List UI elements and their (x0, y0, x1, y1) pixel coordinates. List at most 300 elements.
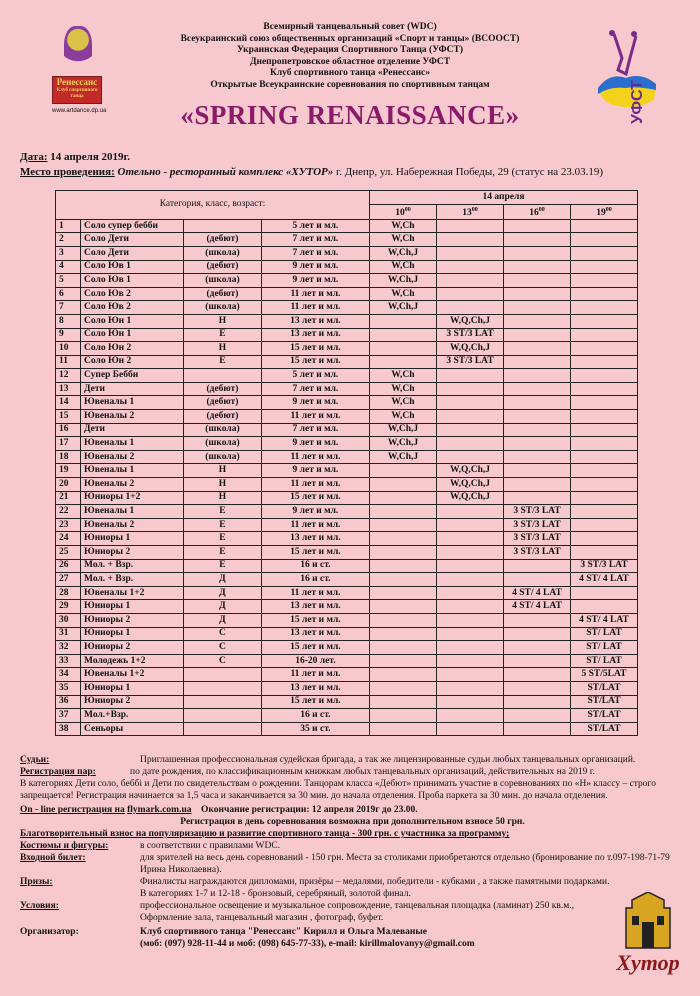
category-name: Юниоры 1 (81, 532, 184, 546)
category-name: Соло Юв 1 (81, 260, 184, 274)
slot-13 (437, 287, 504, 301)
org-line-regional: Днепропетровское областное отделение УФСТ (249, 56, 451, 67)
svg-text:Хутор: Хутор (616, 950, 680, 975)
same-day-registration: Регистрация в день соревнования возможна при дополнительном взносе 50 грн. (180, 817, 525, 827)
age: 16 и ст. (261, 709, 369, 723)
row-number: 28 (56, 586, 81, 600)
category-header: Категория, класс, возраст: (56, 191, 370, 220)
slot-13: 3 ST/3 LAT (437, 355, 504, 369)
slot-16 (504, 668, 571, 682)
category-name: Ювеналы 2 (81, 478, 184, 492)
table-row (56, 369, 638, 383)
table-row (56, 314, 638, 328)
slot-16: 3 ST/3 LAT (504, 505, 571, 519)
age: 7 лет и мл. (261, 233, 369, 247)
class: Д (184, 613, 262, 627)
class: (школа) (184, 450, 262, 464)
slot-19 (571, 396, 638, 410)
slot-10 (370, 681, 437, 695)
age: 5 лет и мл. (261, 219, 369, 233)
club-logo-text: Ренессанс (56, 77, 98, 87)
flymark-link[interactable]: flymark.com.ua (127, 805, 192, 815)
slot-10 (370, 355, 437, 369)
slot-16: 3 ST/3 LAT (504, 518, 571, 532)
table-row (56, 491, 638, 505)
slot-19: ST/LAT (571, 681, 638, 695)
slot-10 (370, 627, 437, 641)
time-header-10: $10^{00}$ (370, 204, 437, 219)
slot-10 (370, 668, 437, 682)
age: 7 лет и мл. (261, 423, 369, 437)
category-name: Юниоры 1 (81, 600, 184, 614)
slot-13 (437, 613, 504, 627)
slot-13: W,Q,Ch,J (437, 478, 504, 492)
slot-19 (571, 586, 638, 600)
slot-19 (571, 219, 638, 233)
slot-19: ST/ LAT (571, 654, 638, 668)
row-number: 16 (56, 423, 81, 437)
row-number: 7 (56, 301, 81, 315)
slot-13 (437, 709, 504, 723)
table-row (56, 695, 638, 709)
registration-row (20, 766, 685, 778)
conditions-text: профессиональное освещение и музыкальное сопровождение, танцевальная площадка (ламинат) 250 кв.м., Оформление зала, танцевальный магазин , фотограф, буфет. (140, 901, 575, 923)
class: (дебют) (184, 287, 262, 301)
category-name: Юниоры 2 (81, 546, 184, 560)
row-number: 20 (56, 478, 81, 492)
class: Н (184, 314, 262, 328)
slot-10: W,Ch (370, 410, 437, 424)
category-name: Юниоры 2 (81, 613, 184, 627)
slot-16 (504, 301, 571, 315)
row-number: 9 (56, 328, 81, 342)
class (184, 668, 262, 682)
slot-10 (370, 328, 437, 342)
category-name: Соло супер бебби (81, 219, 184, 233)
age: 9 лет и мл. (261, 274, 369, 288)
judges-label: Судьи: (20, 755, 50, 765)
slot-19: ST/LAT (571, 709, 638, 723)
org-line-vsoost: Всеукраинский союз общественных организаций «Спорт и танцы» (ВСООСТ) (180, 33, 520, 44)
category-name: Ювеналы 2 (81, 410, 184, 424)
table-row (56, 219, 638, 233)
class: Н (184, 478, 262, 492)
class: (школа) (184, 246, 262, 260)
class: Н (184, 464, 262, 478)
hutor-logo-graphic (610, 892, 686, 980)
slot-19 (571, 491, 638, 505)
age: 11 лет и мл. (261, 478, 369, 492)
place-label: Место проведения: (20, 166, 115, 178)
age: 13 лет и мл. (261, 532, 369, 546)
table-row (56, 600, 638, 614)
table-row (56, 532, 638, 546)
organizer-text-block (140, 926, 685, 950)
category-name: Ювеналы 1 (81, 437, 184, 451)
slot-19: 4 ST/ 4 LAT (571, 613, 638, 627)
age: 9 лет и мл. (261, 505, 369, 519)
row-number: 26 (56, 559, 81, 573)
slot-10: W,Ch,J (370, 423, 437, 437)
slot-13 (437, 410, 504, 424)
row-number: 31 (56, 627, 81, 641)
class: Н (184, 342, 262, 356)
table-row (56, 627, 638, 641)
category-name: Ювеналы 1+2 (81, 668, 184, 682)
class: (дебют) (184, 260, 262, 274)
category-name: Юниоры 1+2 (81, 491, 184, 505)
row-number: 17 (56, 437, 81, 451)
table-row (56, 654, 638, 668)
slot-19 (571, 410, 638, 424)
slot-16 (504, 410, 571, 424)
slot-19 (571, 464, 638, 478)
slot-13 (437, 382, 504, 396)
class: Е (184, 546, 262, 560)
class: (дебют) (184, 410, 262, 424)
age: 11 лет и мл. (261, 301, 369, 315)
class: Д (184, 573, 262, 587)
category-name: Ювеналы 1 (81, 396, 184, 410)
slot-10: W,Ch (370, 369, 437, 383)
row-number: 22 (56, 505, 81, 519)
time-header-13: $13^{00}$ (437, 204, 504, 219)
slot-16 (504, 423, 571, 437)
category-name: Юниоры 1 (81, 681, 184, 695)
letterhead (0, 0, 700, 140)
prizes-text: Финалисты награждаются дипломами, призёры – медалями, победители - кубками , а также памятными подарками. В категориях 1-7 и 12-18 - бронзовый, серебряный, золотой финал. (140, 877, 610, 899)
table-row (56, 450, 638, 464)
slot-13 (437, 260, 504, 274)
row-number: 2 (56, 233, 81, 247)
class: (школа) (184, 274, 262, 288)
category-name: Соло Юн 2 (81, 355, 184, 369)
category-name: Ювеналы 1 (81, 505, 184, 519)
slot-10: W,Ch (370, 287, 437, 301)
age: 15 лет и мл. (261, 546, 369, 560)
slot-19 (571, 518, 638, 532)
slot-13 (437, 450, 504, 464)
registration-label: Регистрация пар: (20, 767, 96, 777)
category-name: Соло Юн 2 (81, 342, 184, 356)
slot-13 (437, 423, 504, 437)
class: (дебют) (184, 396, 262, 410)
slot-10: W,Ch,J (370, 450, 437, 464)
slot-10 (370, 478, 437, 492)
ufst-logo-graphic (596, 28, 658, 128)
category-name: Ювеналы 2 (81, 518, 184, 532)
table-row (56, 586, 638, 600)
slot-13 (437, 668, 504, 682)
ufst-logo (596, 28, 658, 128)
slot-16 (504, 695, 571, 709)
slot-13 (437, 437, 504, 451)
table-row (56, 233, 638, 247)
row-number: 19 (56, 464, 81, 478)
club-url[interactable]: www.artdance.dp.ua (52, 108, 107, 114)
slot-13 (437, 274, 504, 288)
schedule-table (55, 190, 638, 736)
slot-10: W,Ch (370, 396, 437, 410)
slot-16 (504, 722, 571, 736)
age: 16-20 лет. (261, 654, 369, 668)
time-header-19: $19^{00}$ (571, 204, 638, 219)
slot-19 (571, 328, 638, 342)
row-number: 3 (56, 246, 81, 260)
slot-13 (437, 641, 504, 655)
age: 13 лет и мл. (261, 314, 369, 328)
age: 11 лет и мл. (261, 450, 369, 464)
slot-16 (504, 355, 571, 369)
age: 7 лет и мл. (261, 246, 369, 260)
slot-16: 4 ST/ 4 LAT (504, 586, 571, 600)
online-registration-row (20, 804, 685, 816)
row-number: 12 (56, 369, 81, 383)
slot-13 (437, 369, 504, 383)
row-number: 18 (56, 450, 81, 464)
slot-19 (571, 505, 638, 519)
slot-16 (504, 328, 571, 342)
slot-10 (370, 586, 437, 600)
slot-16 (504, 681, 571, 695)
slot-19 (571, 600, 638, 614)
category-name: Дети (81, 423, 184, 437)
table-row (56, 274, 638, 288)
slot-10 (370, 600, 437, 614)
slot-10 (370, 342, 437, 356)
category-name: Соло Дети (81, 246, 184, 260)
slot-10: W,Ch (370, 233, 437, 247)
age: 11 лет и мл. (261, 668, 369, 682)
slot-13 (437, 246, 504, 260)
ticket-row (20, 852, 685, 876)
slot-13 (437, 396, 504, 410)
slot-16 (504, 396, 571, 410)
conditions-block (20, 754, 685, 950)
slot-19 (571, 314, 638, 328)
row-number: 13 (56, 382, 81, 396)
category-name: Юниоры 2 (81, 695, 184, 709)
row-number: 27 (56, 573, 81, 587)
slot-16 (504, 573, 571, 587)
slot-13 (437, 301, 504, 315)
table-row (56, 559, 638, 573)
slot-16: 4 ST/ 4 LAT (504, 600, 571, 614)
age: 15 лет и мл. (261, 641, 369, 655)
slot-13 (437, 233, 504, 247)
slot-16: 3 ST/3 LAT (504, 546, 571, 560)
table-row (56, 478, 638, 492)
row-number: 30 (56, 613, 81, 627)
slot-16 (504, 437, 571, 451)
class: Д (184, 600, 262, 614)
slot-16 (504, 559, 571, 573)
row-number: 33 (56, 654, 81, 668)
prizes-label: Призы: (20, 877, 53, 887)
category-name: Мол. + Взр. (81, 559, 184, 573)
row-number: 24 (56, 532, 81, 546)
row-number: 23 (56, 518, 81, 532)
category-name: Ювеналы 2 (81, 450, 184, 464)
slot-19 (571, 301, 638, 315)
age: 15 лет и мл. (261, 613, 369, 627)
class: (дебют) (184, 233, 262, 247)
table-row (56, 355, 638, 369)
class: (школа) (184, 301, 262, 315)
slot-13 (437, 573, 504, 587)
slot-13 (437, 546, 504, 560)
place-value: Отельно - ресторанный комплекс «ХУТОР» (117, 166, 334, 178)
category-name: Сеньоры (81, 722, 184, 736)
slot-16 (504, 233, 571, 247)
age: 7 лет и мл. (261, 382, 369, 396)
costumes-label: Костюмы и фигуры: (20, 841, 109, 851)
org-line-ufst: Украинская Федерация Спортивного Танца (УФСТ) (236, 45, 464, 55)
slot-13 (437, 654, 504, 668)
age: 11 лет и мл. (261, 518, 369, 532)
table-row (56, 410, 638, 424)
table-row (56, 423, 638, 437)
class (184, 681, 262, 695)
slot-19 (571, 274, 638, 288)
org-line-event-type: Открытые Всеукраинские соревнования по спортивным танцам (210, 79, 490, 90)
slot-19 (571, 450, 638, 464)
slot-13 (437, 505, 504, 519)
registration-deadline: Окончание регистрации: 12 апреля 2019г до 23.00. (201, 805, 418, 815)
row-number: 21 (56, 491, 81, 505)
slot-16: 3 ST/3 LAT (504, 532, 571, 546)
slot-16 (504, 613, 571, 627)
slot-19 (571, 478, 638, 492)
class: С (184, 654, 262, 668)
entry-fee: Благотворительный взнос на популяризацию и развитие спортивного танца - 300 грн. с участника за программу; (20, 829, 510, 839)
svg-text:УФСТ: УФСТ (629, 80, 646, 124)
class: С (184, 641, 262, 655)
slot-16 (504, 709, 571, 723)
table-row (56, 464, 638, 478)
table-row (56, 722, 638, 736)
slot-16 (504, 478, 571, 492)
table-row (56, 681, 638, 695)
class: Е (184, 532, 262, 546)
slot-19 (571, 532, 638, 546)
slot-13: W,Q,Ch,J (437, 342, 504, 356)
slot-10: W,Ch,J (370, 274, 437, 288)
slot-19: 4 ST/ 4 LAT (571, 573, 638, 587)
age: 15 лет и мл. (261, 355, 369, 369)
slot-16 (504, 314, 571, 328)
category-name: Соло Юв 1 (81, 274, 184, 288)
age: 9 лет и мл. (261, 464, 369, 478)
slot-13 (437, 722, 504, 736)
category-name: Ювеналы 1 (81, 464, 184, 478)
organizer-label: Организатор: (20, 927, 79, 937)
slot-10 (370, 532, 437, 546)
age: 13 лет и мл. (261, 600, 369, 614)
slot-19 (571, 382, 638, 396)
class: Е (184, 559, 262, 573)
slot-10: W,Ch (370, 382, 437, 396)
age: 13 лет и мл. (261, 328, 369, 342)
category-name: Дети (81, 382, 184, 396)
slot-16 (504, 342, 571, 356)
slot-10: W,Ch (370, 260, 437, 274)
organizers-block (110, 22, 590, 91)
crown-icon (64, 26, 92, 72)
slot-10 (370, 518, 437, 532)
slot-19 (571, 437, 638, 451)
slot-19 (571, 260, 638, 274)
judges-text: Приглашенная профессиональная судейская бригада, а так же лицензированные судьи любых танцевальных организаций. (140, 755, 636, 765)
slot-10 (370, 641, 437, 655)
age: 5 лет и мл. (261, 369, 369, 383)
table-row (56, 505, 638, 519)
age: 11 лет и мл. (261, 287, 369, 301)
age: 16 и ст. (261, 573, 369, 587)
table-row (56, 437, 638, 451)
row-number: 25 (56, 546, 81, 560)
age: 11 лет и мл. (261, 410, 369, 424)
registration-note: В категориях Дети соло, беббi и Дети по свидетельствам о рождении. Танцорам класса «Дебют» принимать участие в соревнованиях по «Н» классу – строго запрещается! Регистрация начинается за 1,5 часа и заканчивается за 30 мин. до начала отделения. Проба паркета за 30 мин. до начала отделения. (20, 779, 656, 801)
age: 35 и ст. (261, 722, 369, 736)
slot-10 (370, 573, 437, 587)
age: 15 лет и мл. (261, 491, 369, 505)
category-name: Соло Юн 1 (81, 328, 184, 342)
slot-13: 3 ST/3 LAT (437, 328, 504, 342)
category-name: Юниоры 1 (81, 627, 184, 641)
category-name: Ювеналы 1+2 (81, 586, 184, 600)
class: Е (184, 518, 262, 532)
class: Е (184, 355, 262, 369)
slot-13 (437, 219, 504, 233)
slot-16 (504, 450, 571, 464)
table-row (56, 709, 638, 723)
slot-16 (504, 654, 571, 668)
row-number: 8 (56, 314, 81, 328)
class: (школа) (184, 437, 262, 451)
row-number: 29 (56, 600, 81, 614)
slot-10: W,Ch (370, 219, 437, 233)
age: 15 лет и мл. (261, 695, 369, 709)
slot-16 (504, 641, 571, 655)
table-row (56, 342, 638, 356)
ticket-label: Входной билет: (20, 853, 86, 863)
table-row (56, 382, 638, 396)
date-value: 14 апреля 2019г. (50, 151, 131, 163)
class: (школа) (184, 423, 262, 437)
slot-13 (437, 586, 504, 600)
slot-16 (504, 491, 571, 505)
organizer-row (20, 926, 685, 950)
slot-19 (571, 233, 638, 247)
category-name: Соло Юн 1 (81, 314, 184, 328)
table-row (56, 641, 638, 655)
row-number: 32 (56, 641, 81, 655)
org-line-club: Клуб спортивного танца «Ренессанс» (269, 68, 431, 78)
table-row (56, 287, 638, 301)
slot-10 (370, 695, 437, 709)
category-name: Соло Юв 2 (81, 287, 184, 301)
prizes-row (20, 876, 685, 900)
slot-10 (370, 559, 437, 573)
table-row (56, 328, 638, 342)
row-number: 1 (56, 219, 81, 233)
row-number: 37 (56, 709, 81, 723)
slot-16 (504, 260, 571, 274)
slot-10: W,Ch,J (370, 246, 437, 260)
slot-10: W,Ch,J (370, 437, 437, 451)
slot-10 (370, 505, 437, 519)
